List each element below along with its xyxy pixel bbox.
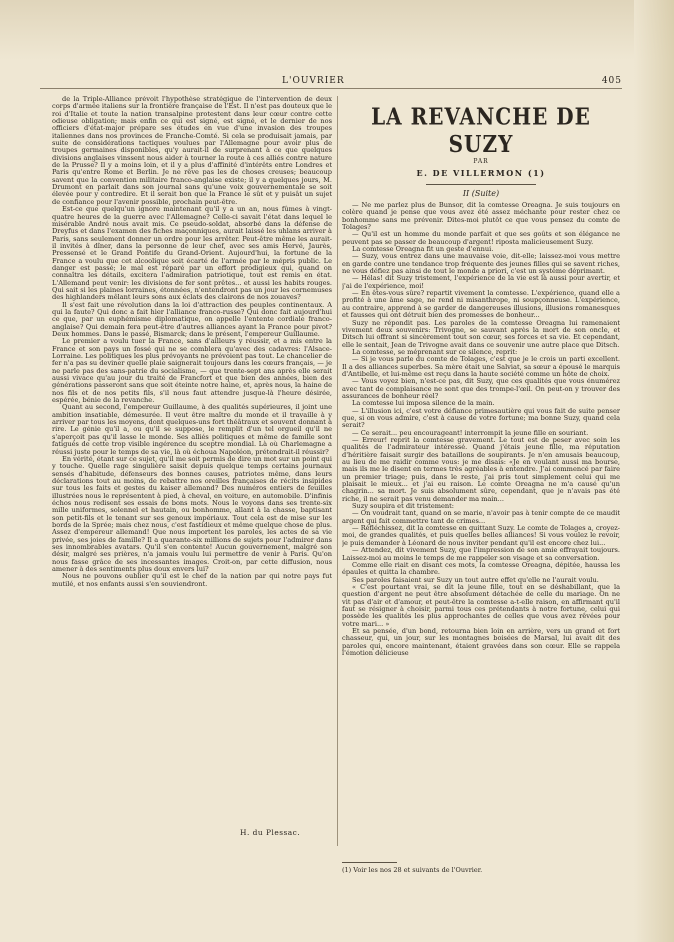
story-paragraph: — Attendez, dit vivement Suzy, que l'impression de son amie effrayait toujours. Laissez-moi au moins le temps de me rappeler son visage et sa conversation. (342, 546, 620, 562)
story-author: E. DE VILLERMON (1) (416, 168, 546, 178)
left-paragraph: de la Triple-Alliance prévoit l'hypothèse stratégique de l'intervention de deux corps d'armée italiens sur la frontière française de l'Est. Il n'est pas douteux que le roi d'Italie et toute la nation transalpine protestent dans leur cœur contre cette odieuse obligation; mais enfin ce qui est signé, est signé, et le dernier de nos officiers d'état-major prépare ses études en vue d'une invasion des troupes italiennes dans nos provinces de Franche-Comté. Si cela se produisait jamais, par suite de considérations tactiques voulues par l'Allemagne pour avoir plus de troupes germaines disponibles, qu'y aurait-il de surprenant à ce que quelques divisions anglaises vinssent nous aider à tourner la route à ces alliés contre nature de la Prusse? Il y a moins loin, et il y a plus d'affinité d'intérêts entre Londres et Paris qu'entre Rome et Berlin. Je ne rêve pas les de choses creuses; beaucoup savent que la convention militaire franco-anglaise existe; il y a quelques jours, M. Drumont en parlait dans son journal sans qu'une voix gouvernementale se soit élevée pour y contredire. Et il serait bon que la France le sût et y puisât un sujet de confiance pour l'avenir possible, prochain peut-être. (52, 96, 332, 206)
left-column (52, 96, 332, 876)
story-paragraph: Comme elle riait en disant ces mots, la comtesse Oreagna, dépitée, haussa les épaules et quitta la chambre. (342, 560, 620, 577)
story-paragraph: — L'illusion ici, c'est votre défiance primesautière qui vous fait de suite penser que, si on vous admire, c'est à cause de votre fortune; ma bonne Suzy, quand cela serait? (342, 406, 620, 430)
left-paragraph: En vérité, étant sur ce sujet, qu'il me soit permis de dire un mot sur un point qui y touche. Quelle rage singulière saisit depuis quelque temps certains journaux sensés d'habitude, défenseurs des bonnes causes, patriotes même, dans leurs déclarations tout au moins, de rebattre nos oreilles françaises de récits insipides sur tous les faits et gestes du kaiser allemand? Des numéros entiers de feuilles illustrées nous le représentent à pied, à cheval, en voiture, en automobile. D'infinis échos nous redisent ses essais de bons mots. Nous le voyons dans ses trente-six mille uniformes, solennel et hautain, ou bonhomme, allant à la chasse, baptisant son petit-fils et le tenant sur ses genoux impériaux. Tout cela est de mise sur les bords de la Sprée; mais chez nous, c'est fastidieux et même quelque chose de plus. Assez d'empereur allemand! Que nous importent les paroles, les actes de sa vie privée, ses joies de famille? Il a quarante-six millions de sujets pour l'admirer dans ses innombrables avatars. Qu'il s'en contente! Aucun gouvernement, malgré son désir, malgré ses prières, n'a jamais voulu lui permettre de venir à Paris. Qu'on nous fasse grâce de ses incessantes images. Croit-on, par cette diffusion, nous amener à des sentiments plus doux envers lui? (52, 454, 332, 573)
right-column (342, 96, 620, 856)
page-header (40, 74, 622, 89)
story-paragraph: La comtesse lui imposa silence de la main. (352, 399, 495, 408)
left-paragraph: Est-ce que quelqu'un ignore maintenant qu'il y a un an, nous fûmes à vingt-quatre heures de la guerre avec l'Allemagne? Celle-ci savait l'état dans lequel le misérable André nous avait mis. Ce pseudo-soldat, absorbé dans la défense de Dreyfus et dans l'examen des fiches maçonniques, aurait laissé les uhlans arriver à Paris, sans seulement donner un ordre pour les arrêter. Peut-être même les aurait-il invités à dîner, dans la personne de leur chef, avec ses amis Hervé, Jaurès, Pressensé et le Grand Pontife du Grand-Orient. Aujourd'hui, la fortune de la France a voulu que cet alcoolique soit écarté de l'armée par le mépris public. Le danger est passé; le mal est réparé par un effort prodigieux qui, quand on connaîtra les détails, excitera l'admiration patriotique, tout est remis en état. L'Allemand peut venir: les divisions de fer sont prêtes... et aussi les habits rouges. Qui sait si les plaines lorraines, étonnées, n'entendront pas un jour les cornemuses des highlanders mêlant leurs sons aux éclats des clairons de nos zouaves? (52, 205, 332, 302)
paper-stain-top (0, 0, 674, 60)
story-paragraph: — On voudrait tant, quand on se marie, n'avoir pas à tenir compte de ce maudit argent qui fait commettre tant de crimes... (342, 509, 620, 525)
running-title: L'OUVRIER (282, 76, 345, 86)
footnote-rule (342, 862, 397, 863)
story-body (342, 202, 620, 842)
story-paragraph: Suzy ne répondit pas. Les paroles de la comtesse Oreagna lui ramenaient vivement deux souvenirs: Trivogne, se sauvant après la mort de son oncle, et Ditsch lui offrant si sincèrement tout son cœur, ses forces et sa vie. Et cependant, elle le sentait, Jean de Trivogne avait dans ce souvenir une autre place que Ditsch. (342, 318, 620, 349)
paper-stain-right (634, 0, 674, 942)
story-paragraph: — Ne me parlez plus de Bunsor, dit la comtesse Oreagna. Je suis toujours en colère quand je pense que vous avez été assez méchante pour rester chez ce bonhomme sans me prévenir. Dites-moi plutôt ce que vous pensez du comte de Tolages? (342, 202, 620, 232)
story-paragraph: Et sa pensée, d'un bond, retourna bien loin en arrière, vers un grand et fort chasseur, qui, un jour, sur les montagnes boisées de Marsal, lui avait dit des paroles qui, encore maintenant, étaient gravées dans son cœur. Elle se rappela l'émotion délicieuse (342, 626, 620, 657)
left-paragraph: Il s'est fait une révolution dans la loi d'attraction des peuples continentaux. A qui la faute? Qui donc a fait hier l'alliance franco-russe? Qui donc fait aujourd'hui ce que, par un euphémisme diplomatique, on appelle l'entente cordiale franco-anglaise? Qui demain fera peut-être d'autres alliances ayant la France pour pivot? Deux hommes. Dans le passé, Bismarck; dans le présent, l'empereur Guillaume. (52, 300, 332, 338)
page-number: 405 (601, 76, 622, 86)
story-paragraph: — Erreur! reprit la comtesse gravement. Le tout est de peser avec soin les qualités de l'admirateur intéressé. Quand j'étais jeune fille, ma réputation d'héritière faisait surgir des bataillons de soupirants. Je n'en amusais beaucoup, au lieu de me raidir comme vous: je me disais: «Je en voulant aussi ma bourse, mais ils me le disent en termes très agréables à entendre. J'ai commencé par faire un premier triage; puis, dans le reste, j'ai pris tout simplement celui qui me plaisait le mieux... et j'ai eu raison. Le comte Oreagna ne m'a causé qu'un chagrin... sa mort. Je suis absolument sûre, cependant, que je n'avais pas été riche, il ne serait pas venu demander ma main... (342, 436, 620, 503)
left-paragraph: Nous ne pouvons oublier qu'il est le chef de la nation par qui notre pays fut mutilé, et nos enfants aussi s'en souviendront. (52, 572, 332, 588)
story-paragraph: — Si je vous parle du comte de Tolages, c'est que je le crois un parti excellent. Il a des alliances superbes. Sa mère était une Salviat, sa sœur a épousé le marquis d'Antibelle, et lui-même est reçu dans la haute société comme un hôte de choix. (342, 355, 620, 378)
article-signature: H. du Plessac. (240, 828, 301, 837)
left-paragraph: Quant au second, l'empereur Guillaume, à des qualités supérieures, il joint une ambition insatiable, démesurée. Il veut être maître du monde et il travaille à y arriver par tous les moyens, dont quelques-uns fort théâtraux et souvent donnant à rire. Le génie qu'il a, ou qu'il se suppose, le remplit d'un tel orgueil qu'il ne s'aperçoit pas qu'il lasse le monde. Ses alliés politiques et même de famille sont fatigués de cette trop visible ingérence du sceptre mondial. Là où Charlemagne a réussi juste pour le temps de sa vie, là où échoua Napoléon, prétendrait-il réussir? (52, 403, 332, 456)
story-paragraph: « C'est pourtant vrai, se dit la jeune fille, tout en se déshabillant, que la question d'argent ne peut être absolument détachée de celle du mariage. On ne vit pas d'air et d'amour, et peut-être la comtesse a-t-elle raison, en affirmant qu'il faut se résigner à choisir, parmi tous ces prétendants à notre fortune, celui qui possède les qualités les plus approchantes de celles que vous avez rêvées pour votre mari... » (342, 582, 620, 628)
story-paragraph: La comtesse Oreagna fit un geste d'ennui. (352, 245, 494, 254)
story-paragraph: — Vous voyez bien, n'est-ce pas, dit Suzy, que ces qualités que vous énumérez avec tant de complaisance ne sont que des trompe-l'œil. On peut-on y trouver des assurances de bonheur réel? (342, 377, 620, 400)
story-paragraph: — Suzy, vous entrez dans une mauvaise voie, dit-elle; laissez-moi vous mettre en garde contre une tendance trop fréquente des jeunes filles qui se savent riches, ne vous défiez pas ainsi de tout le monde a priori, c'est un système déprimant. (342, 252, 620, 276)
story-paragraph: — Réfléchissez, dit la comtesse en quittant Suzy. Le comte de Tolages a, croyez-moi, de grandes qualités, et puis quelles belles alliances! Si vous voulez le revoir, je puis demander à Léonard de nous inviter pendant qu'il est encore chez lui... (342, 524, 620, 547)
story-paragraph: Suzy soupira et dit tristement: (352, 502, 455, 511)
story-paragraph: — Hélas! dit Suzy tristement, l'expérience de la vie est là aussi pour avertir, et j'ai de l'expérience, moi! (342, 274, 620, 290)
chapter-heading: II (Suite) (462, 189, 500, 198)
story-paragraph: — Ce serait... peu encourageant! interrompit la jeune fille en souriant. (352, 428, 589, 437)
story-title: LA REVANCHE DE SUZY (371, 102, 591, 158)
left-paragraph: Le premier a voulu tuer la France, sans d'ailleurs y réussir, et a mis entre la France et son pays un fossé qui ne se comblera qu'avec des cadavres: l'Alsace-Lorraine. Les politiques les plus prévoyants ne prévoient pas tout. Le chancelier de fer n'a pas su deviner quelle plaie saignerait toujours dans les cœurs français, — je ne parle pas des sans-patrie du socialisme, — que trente-sept ans après elle serait aussi vivace qu'au jour du traité de Francfort et que bien des années, bien des générations passeront sans que soit éteinte notre haine, et, après nous, la haine de nos fils et de nos petits fils, s'il nous faut attendre jusque-là l'heure désirée, espérée, bénie de la revanche. (52, 337, 332, 405)
story-paragraph: Ses paroles faisaient sur Suzy un tout autre effet qu'elle ne l'aurait voulu. (352, 575, 599, 584)
byline-par: PAR (473, 158, 489, 165)
story-paragraph: La comtesse, se méprenant sur ce silence, reprit: (352, 347, 518, 356)
story-paragraph: — Qu'il est un homme du monde parfait et que ses goûts et son élégance ne peuvent pas se passer de beaucoup d'argent! riposta malicieusement Suzy. (342, 230, 620, 246)
column-divider (337, 96, 338, 846)
title-rule (426, 184, 536, 185)
footnote: (1) Voir les nos 28 et suivants de l'Ouvrier. (342, 866, 483, 874)
story-paragraph: — En êtes-vous sûre? repartit vivement la comtesse. L'expérience, quand elle a profité à une âme sage, ne rend ni misanthrope, ni soupçonneuse. L'expérience, au contraire, apprend à se garder de dangereuses illusions, illusions romanesques et fausses qui ont détruit bien des promesses de bonheur... (342, 289, 620, 320)
